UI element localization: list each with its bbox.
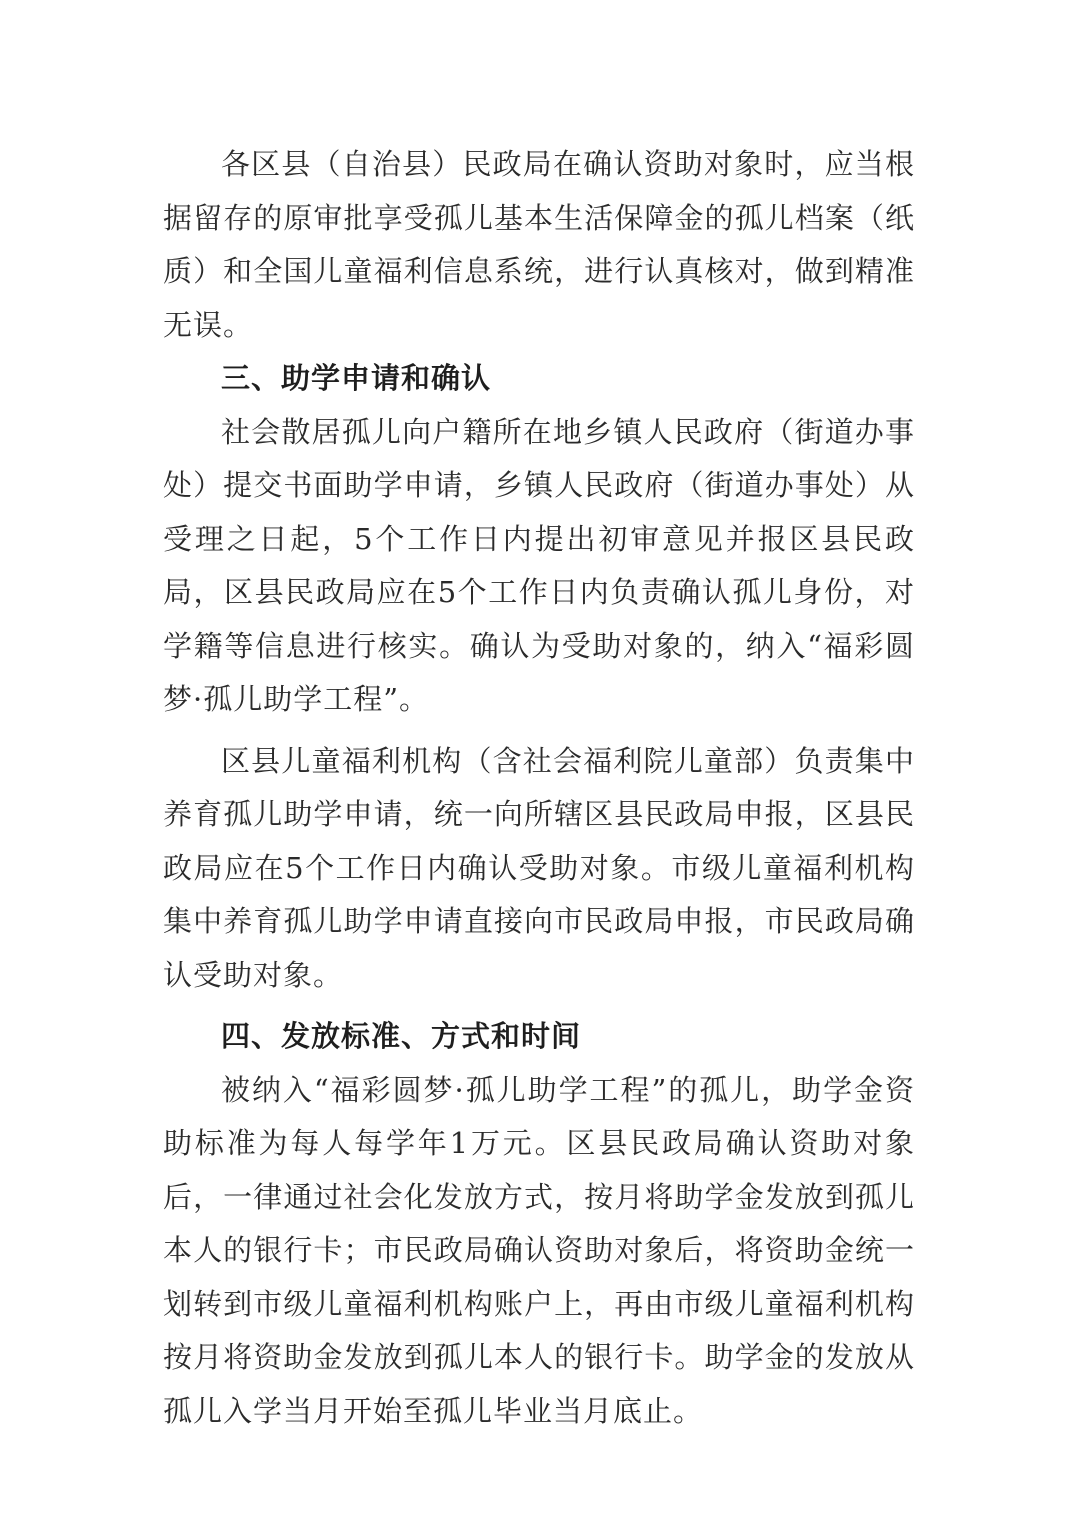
section-heading-standards: 四、发放标准、方式和时间	[221, 1019, 582, 1053]
paragraph-spacer	[163, 727, 915, 735]
paragraph-scattered-orphans: 社会散居孤儿向户籍所在地乡镇人民政府（街道办事处）提交书面助学申请，乡镇人民政府（街道办事处）从受理之日起，5个工作日内提出初审意见并报区县民政局，区县民政局应在5个工作日内负责确认孤儿身份，对学籍等信息进行核实。确认为受助对象的，纳入“福彩圆梦·孤儿助学工程”。	[163, 414, 915, 716]
paragraph-spacer	[163, 1002, 915, 1010]
paragraph-institution-orphans: 区县儿童福利机构（含社会福利院儿童部）负责集中养育孤儿助学申请，统一向所辖区县民政局申报，区县民政局应在5个工作日内确认受助对象。市级儿童福利机构集中养育孤儿助学申请直接向市民政局申报，市民政局确认受助对象。	[163, 743, 915, 992]
paragraph-verification: 各区县（自治县）民政局在确认资助对象时，应当根据留存的原审批享受孤儿基本生活保障金的孤儿档案（纸质）和全国儿童福利信息系统，进行认真核对，做到精准无误。	[163, 147, 915, 342]
section-heading-application: 三、助学申请和确认	[221, 361, 492, 395]
document-body	[163, 138, 915, 1438]
paragraph-payment-standards: 被纳入“福彩圆梦·孤儿助学工程”的孤儿，助学金资助标准为每人每学年1万元。区县民政局确认资助对象后，一律通过社会化发放方式，按月将助学金发放到孤儿本人的银行卡；市民政局确认资助对象后，将资助金统一划转到市级儿童福利机构账户上，再由市级儿童福利机构按月将资助金发放到孤儿本人的银行卡。助学金的发放从孤儿入学当月开始至孤儿毕业当月底止。	[163, 1072, 915, 1428]
